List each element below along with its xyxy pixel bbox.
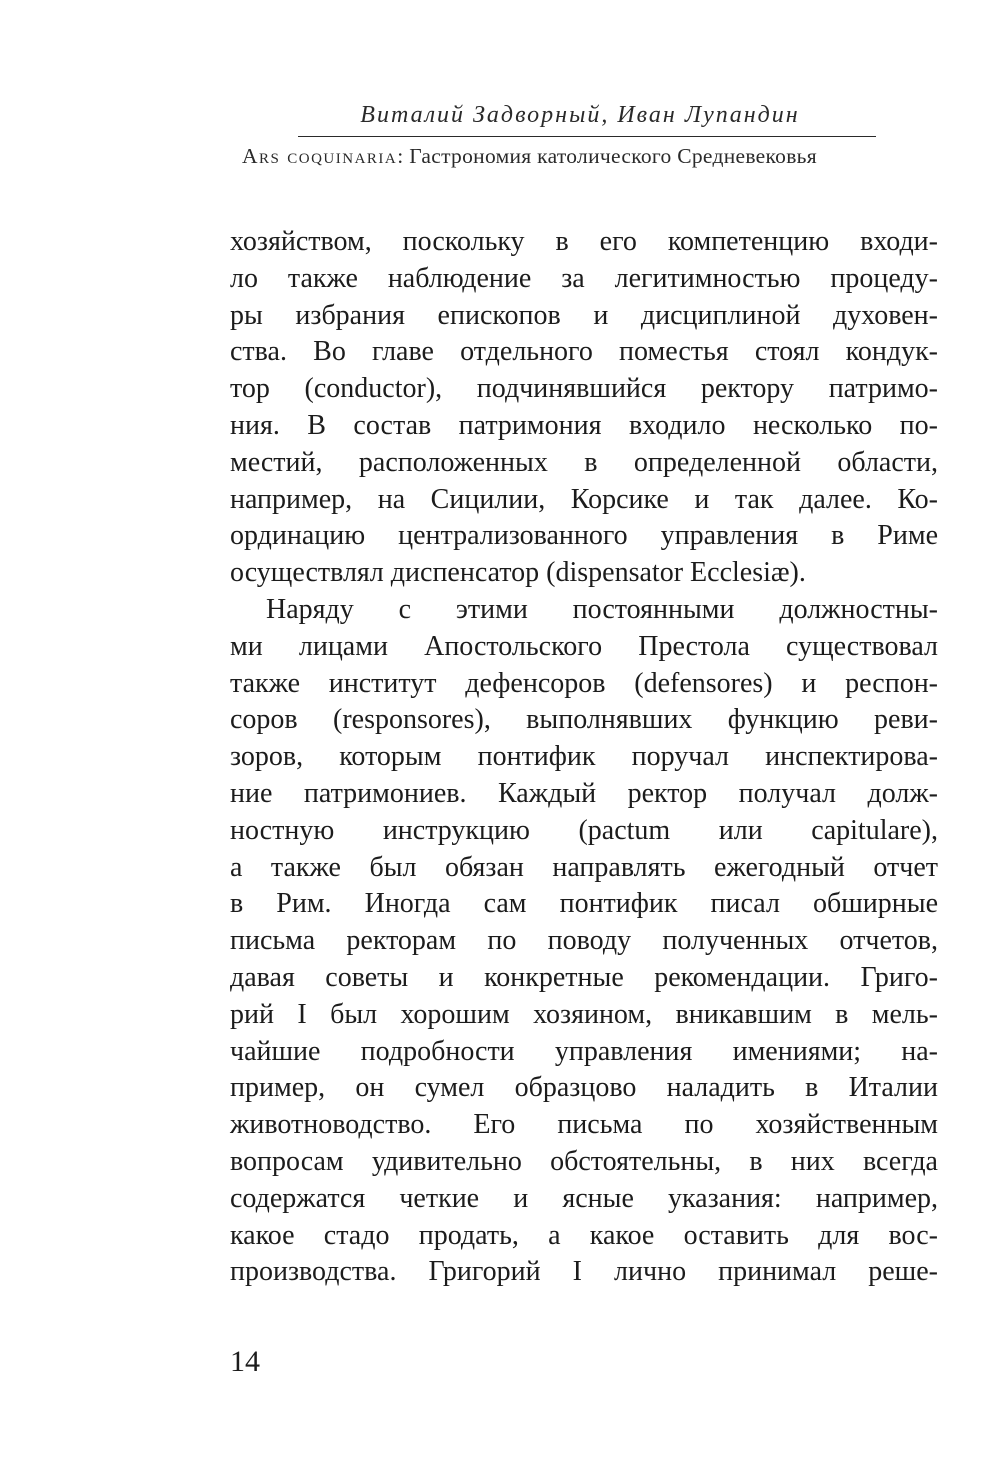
body-line: местий, расположенных в определенной области, (230, 446, 938, 478)
body-line: соров (responsores), выполнявших функцию реви- (230, 704, 938, 736)
body-line: производства. Григорий I лично принимал реше- (230, 1256, 938, 1288)
running-head-authors: Виталий Задворный, Иван Лупандин (360, 102, 800, 128)
body-line: а также был обязан направлять ежегодный отчет (230, 851, 938, 883)
body-line: тор (conductor), подчинявшийся ректору патримо- (230, 373, 938, 405)
body-line: какое стадо продать, а какое оставить для вос- (230, 1219, 938, 1251)
body-line: также институт дефенсоров (defensores) и респон- (230, 667, 938, 699)
body-line: например, на Сицилии, Корсике и так далее. Ко- (230, 483, 938, 515)
body-line: осуществлял диспенсатор (dispensator Ecclesiæ). (230, 557, 806, 589)
body-text (230, 224, 938, 1291)
body-line: давая советы и конкретные рекомендации. Григо- (230, 961, 938, 993)
page-number: 14 (230, 1345, 260, 1378)
body-line: ства. Во главе отдельного поместья стоял кондук- (230, 336, 938, 368)
body-line: ры избрания епископов и дисциплиной духовен- (230, 299, 938, 331)
body-line: содержатся четкие и ясные указания: например, (230, 1182, 938, 1214)
body-line: ми лицами Апостольского Престола существовал (230, 630, 938, 662)
body-line: ние патримониев. Каждый ректор получал долж- (230, 777, 938, 809)
body-line: чайшие подробности управления имениями; на- (230, 1035, 938, 1067)
body-line: зоров, которым понтифик поручал инспектирова- (230, 741, 938, 773)
body-line: ло также наблюдение за легитимностью процеду- (230, 262, 938, 294)
book-title-small-caps: Ars coquinaria (242, 144, 398, 168)
body-line: ностную инструкцию (pactum или capitulare), (230, 814, 938, 846)
body-line-paragraph-start: Наряду с этими постоянными должностны- (266, 593, 938, 625)
body-line: в Рим. Иногда сам понтифик писал обширные (230, 888, 938, 920)
body-line: хозяйством, поскольку в его компетенцию входи- (230, 226, 938, 257)
body-line: вопросам удивительно обстоятельны, в них всегда (230, 1145, 938, 1177)
body-line: рий I был хорошим хозяином, вникавшим в мель- (230, 998, 938, 1030)
running-head-rule (298, 136, 876, 137)
body-line: ния. В состав патримония входило несколько по- (230, 409, 938, 441)
book-title-rest: : Гастрономия католического Средневековья (397, 144, 817, 168)
body-line: письма ректорам по поводу полученных отчетов, (230, 925, 938, 957)
body-line: животноводство. Его письма по хозяйственным (230, 1109, 938, 1141)
running-head-book-title (242, 144, 817, 169)
body-line: пример, он сумел образцово наладить в Италии (230, 1072, 938, 1104)
body-line: ординацию централизованного управления в Риме (230, 520, 938, 552)
